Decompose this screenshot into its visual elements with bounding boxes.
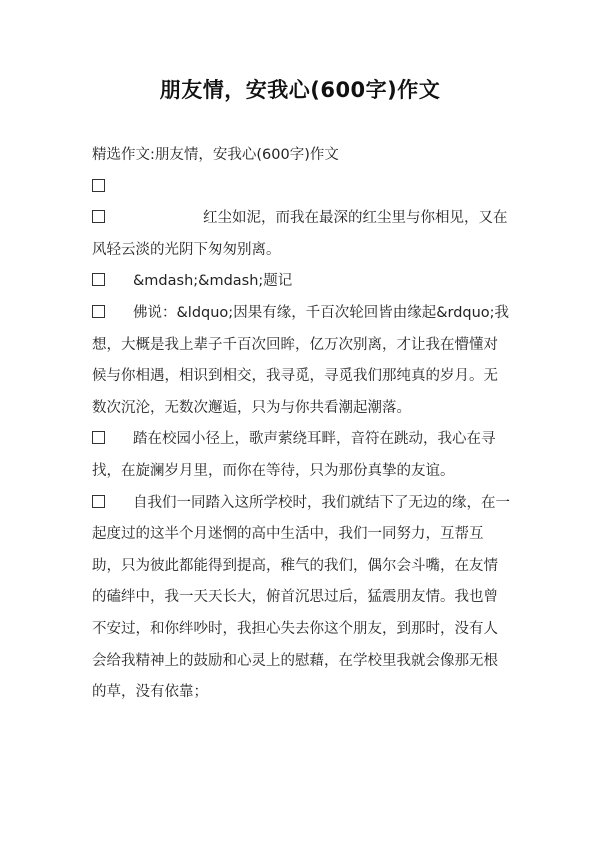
paragraph-6-text: 自我们一同踏入这所学校时，我们就结下了无边的缘，在一起度过的这半个月迷惘的高中生活中，我们一同努力，互帮互助，只为彼此都能得到提高，稚气的我们，偶尔会斗嘴，在友情的磕绊中，我一天天长大，俯首沉思过后，猛震朋友情。我也曾不安过，和你绊吵时，我担心失去你这个朋友，到那时，没有人会给我精神上的鼓励和心灵上的慰藉，在学校里我就会像那无根的草，没有依靠； (92, 494, 510, 701)
paragraph-1 (92, 172, 512, 204)
paragraph-5 (92, 424, 512, 487)
checkbox-glyph-icon (92, 273, 105, 286)
checkbox-glyph-icon (92, 305, 105, 318)
paragraph-6 (92, 488, 512, 709)
checkbox-glyph-icon (92, 210, 105, 223)
page-title: 朋友情，安我心(600字)作文 (159, 78, 441, 102)
paragraph-3-text: &mdash;&mdash;题记 (133, 273, 293, 290)
paragraph-2 (92, 203, 512, 266)
paragraph-2-text: 红尘如泥，而我在最深的红尘里与你相见，又在风轻云淡的光阴下匆匆别离。 (92, 210, 508, 258)
paragraph-3 (92, 266, 512, 298)
paragraph-4-text: 佛说：&ldquo;因果有缘，千百次轮回皆由缘起&rdquo;我想，大概是我上辈子千百次回眸，亿万次别离，才让我在懵懂对候与你相遇，相识到相交，我寻觅，寻觅我们那纯真的岁月。无数次沉沦，无数次邂逅，只为与你共看潮起潮落。 (92, 304, 510, 416)
checkbox-glyph-icon (92, 495, 105, 508)
checkbox-glyph-icon (92, 431, 105, 444)
paragraph-5-text: 踏在校园小径上，歌声萦绕耳畔，音符在跳动，我心在寻找，在旋澜岁月里，而你在等待，只为那份真挚的友谊。 (92, 431, 496, 479)
article-body (92, 140, 512, 709)
article-subtitle: 精选作文:朋友情，安我心(600字)作文 (92, 147, 339, 163)
paragraph-4 (92, 298, 512, 424)
checkbox-glyph-icon (92, 179, 105, 192)
